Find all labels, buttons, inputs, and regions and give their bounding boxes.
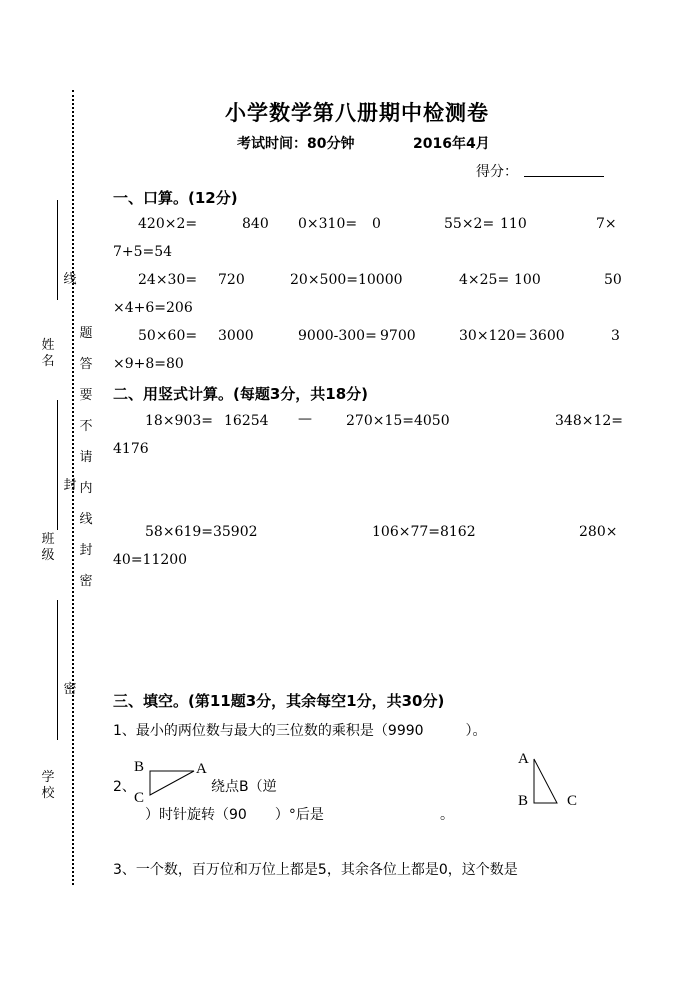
school-underline <box>57 600 58 740</box>
s1-r3-q3: 30×120= <box>459 328 527 344</box>
tri2-label-a: A <box>518 751 529 767</box>
s1-r1-q2: 0×310= <box>298 216 358 232</box>
triangle-2-shape <box>534 759 557 803</box>
class-underline <box>57 400 58 530</box>
s1-r3-wrap: ×9+8=80 <box>113 356 184 372</box>
seal-text-bottom: 密 <box>63 682 77 697</box>
s1-r1-wrap: 7+5=54 <box>113 244 173 260</box>
s2-r1-q1: 18×903= <box>145 413 213 429</box>
s1-r3-q4: 3 <box>611 328 620 344</box>
seal-text-mid: 封 <box>63 478 77 493</box>
s1-r2-a1: 720 <box>218 272 245 288</box>
s3-q2-text2: ）时针旋转（90 ）°后是 <box>145 807 324 823</box>
tri1-label-c: C <box>134 790 145 805</box>
s1-r2-q3: 4×25= <box>459 272 510 288</box>
s2-r2-q3: 280× <box>579 524 618 540</box>
exam-time: 考试时间：80分钟 <box>237 136 355 152</box>
score-blank <box>524 176 604 177</box>
tri1-label-a: A <box>196 761 207 777</box>
s1-r3-a1: 3000 <box>218 328 254 344</box>
section3-heading: 三、填空。(第11题3分，其余每空1分，共30分) <box>113 692 445 710</box>
s3-q2-end: 。 <box>440 807 454 823</box>
s2-r2-wrap: 40=11200 <box>113 552 188 568</box>
s1-r3-a2: 9700 <box>380 328 416 344</box>
s2-r1-q2: 270×15=4050 <box>346 413 450 429</box>
s2-r2-q1: 58×619=35902 <box>145 524 258 540</box>
name-label: 姓名 <box>41 338 55 369</box>
s1-r1-q1: 420×2= <box>138 216 198 232</box>
s1-r1-q3: 55×2= <box>444 216 495 232</box>
s3-q1: 1、最小的两位数与最大的三位数的乘积是（9990 ）。 <box>113 723 487 739</box>
tri2-label-c: C <box>567 793 578 809</box>
tri2-label-b: B <box>518 793 529 809</box>
page-title: 小学数学第八册期中检测卷 <box>225 101 489 125</box>
s1-r2-q4: 50 <box>604 272 622 288</box>
s1-r1-a3: 110 <box>500 216 527 232</box>
s1-r3-q2: 9000-300= <box>298 328 377 344</box>
s3-q2-text: 绕点B（逆 <box>211 779 277 795</box>
s1-r2-q1: 24×30= <box>138 272 198 288</box>
tri1-label-b: B <box>134 759 145 775</box>
exam-date: 2016年4月 <box>413 136 490 152</box>
s2-r1-q3: 348×12= <box>555 413 623 429</box>
s1-r2-wrap: ×4+6=206 <box>113 300 193 316</box>
s1-r1-a1: 840 <box>242 216 269 232</box>
s1-r1-a2: 0 <box>372 216 381 232</box>
s1-r1-q4: 7× <box>596 216 617 232</box>
s1-r2-q2: 20×500=10000 <box>290 272 403 288</box>
s1-r2-a3: 100 <box>514 272 541 288</box>
s1-r3-q1: 50×60= <box>138 328 198 344</box>
seal-text-top: 线 <box>63 272 77 287</box>
score-label: 得分： <box>476 164 518 180</box>
section2-heading: 二、用竖式计算。(每题3分，共18分) <box>113 385 369 403</box>
s2-r1-a1: 16254 <box>224 413 269 429</box>
s3-q3: 3、一个数，百万位和万位上都是5，其余各位上都是0，这个数是 <box>113 862 518 878</box>
class-label: 班级 <box>41 532 55 563</box>
seal-notice: 题答要不请内线封密 <box>79 326 93 589</box>
s2-r2-q2: 106×77=8162 <box>372 524 476 540</box>
school-label: 学校 <box>41 770 55 801</box>
section1-heading: 一、口算。(12分) <box>113 189 238 207</box>
s2-r1-wrap: 4176 <box>113 441 149 457</box>
triangle-figure-1 <box>132 757 216 805</box>
s1-r3-a3: 3600 <box>529 328 565 344</box>
triangle-1-shape <box>150 771 194 795</box>
s3-q2-number: 2、 <box>113 779 136 795</box>
name-underline <box>57 200 58 300</box>
triangle-figure-2 <box>512 745 584 813</box>
s2-r1-dash: — <box>298 411 312 427</box>
